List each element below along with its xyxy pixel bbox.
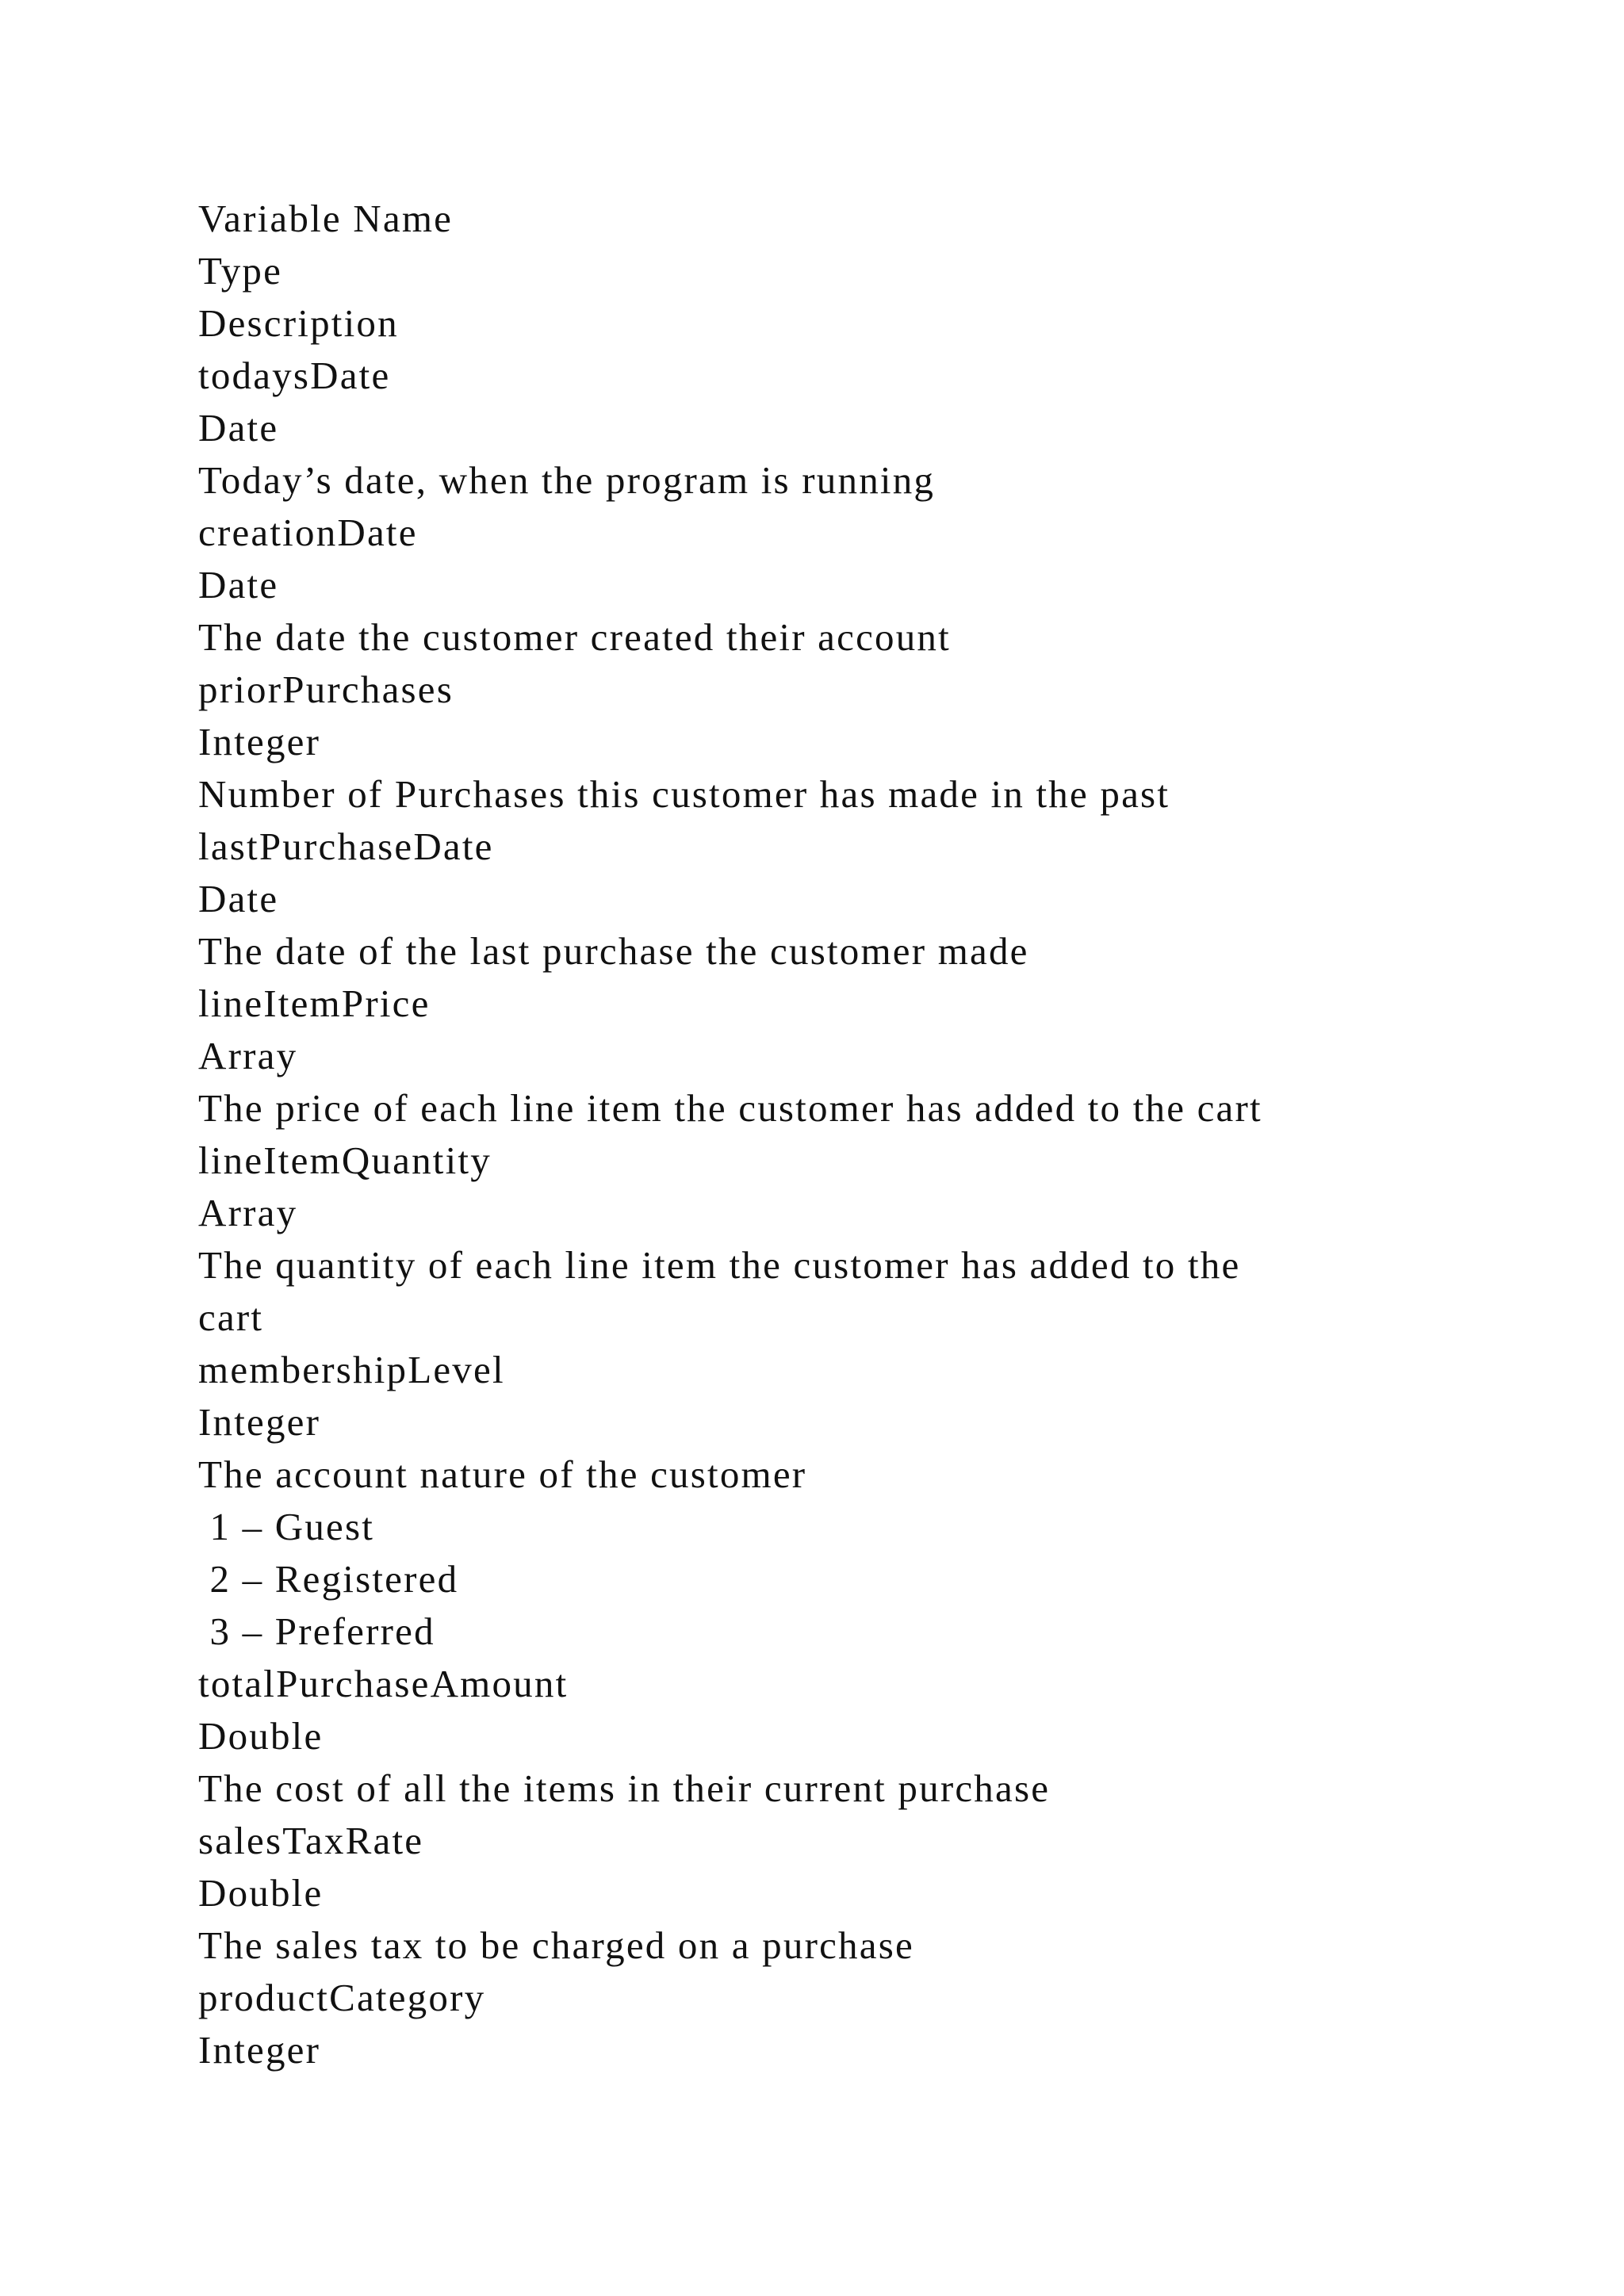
variable-name: productCategory	[198, 1976, 486, 2019]
variable-description: The date the customer created their account	[198, 615, 951, 659]
variable-type: Integer	[198, 2028, 321, 2072]
variable-name: lineItemQuantity	[198, 1138, 492, 1182]
variable-type: Date	[198, 406, 279, 450]
variable-name: totalPurchaseAmount	[198, 1662, 569, 1705]
variable-name: priorPurchases	[198, 668, 454, 711]
variable-description: The sales tax to be charged on a purchase	[198, 1923, 914, 1967]
variable-type: Array	[198, 1034, 298, 1077]
variable-name: todaysDate	[198, 354, 391, 397]
variable-type: Integer	[198, 720, 321, 763]
variable-description: The quantity of each line item the customer has added to the	[198, 1243, 1241, 1287]
variable-type: Array	[198, 1191, 298, 1234]
variable-type: Date	[198, 563, 279, 607]
membership-option: 1 – Guest	[198, 1505, 375, 1548]
header-description: Description	[198, 301, 399, 345]
document-text	[198, 193, 1467, 2076]
membership-option: 3 – Preferred	[198, 1609, 435, 1653]
variable-name: creationDate	[198, 511, 418, 554]
variable-name: salesTaxRate	[198, 1819, 424, 1862]
variable-type: Double	[198, 1871, 324, 1915]
variable-description: Today’s date, when the program is running	[198, 458, 936, 502]
membership-option: 2 – Registered	[198, 1557, 459, 1601]
header-type: Type	[198, 249, 283, 293]
variable-description: Number of Purchases this customer has made in the past	[198, 772, 1170, 816]
variable-name: lineItemPrice	[198, 982, 431, 1025]
variable-type: Date	[198, 877, 279, 920]
variable-type: Double	[198, 1714, 324, 1758]
variable-type: Integer	[198, 1400, 321, 1444]
variable-description: The date of the last purchase the customer made	[198, 929, 1029, 973]
variable-description: The account nature of the customer	[198, 1452, 807, 1496]
variable-description-continued: cart	[198, 1295, 264, 1339]
variable-description: The cost of all the items in their current purchase	[198, 1766, 1051, 1810]
variable-name: lastPurchaseDate	[198, 825, 494, 868]
header-variable-name: Variable Name	[198, 197, 454, 240]
variable-description: The price of each line item the customer has added to the cart	[198, 1086, 1262, 1130]
variable-name: membershipLevel	[198, 1348, 505, 1391]
